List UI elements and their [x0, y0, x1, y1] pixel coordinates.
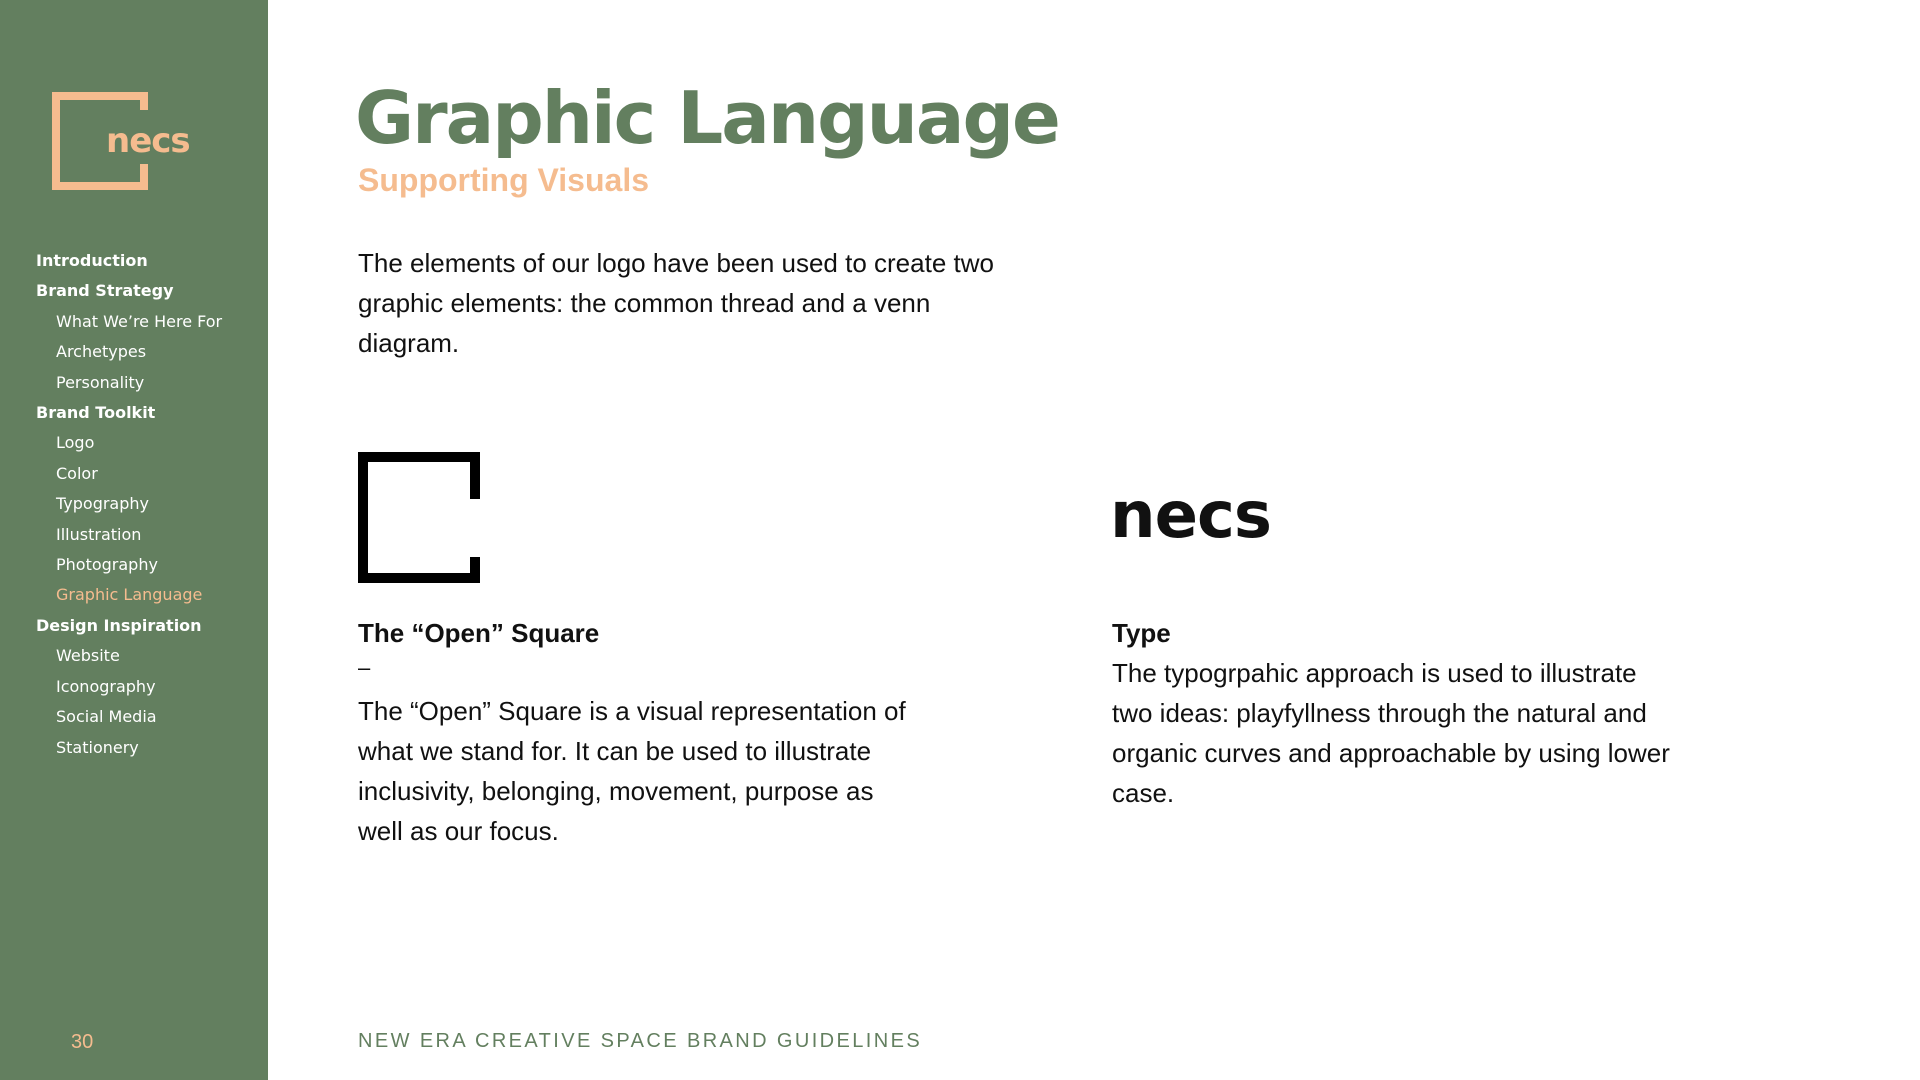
- page-number: 30: [71, 1031, 94, 1053]
- type-heading: Type: [1112, 618, 1171, 648]
- page-title: Graphic Language: [355, 76, 1059, 160]
- sidebar-item-brand-toolkit[interactable]: Brand Toolkit: [36, 403, 156, 423]
- brand-logo[interactable]: [50, 90, 190, 192]
- sidebar-item-graphic-language[interactable]: Graphic Language: [56, 585, 203, 605]
- sidebar-nav: [36, 246, 222, 763]
- sidebar-item-photography[interactable]: Photography: [56, 555, 158, 575]
- sidebar-item-personality[interactable]: Personality: [56, 372, 145, 392]
- sidebar-item-what-we-re-here-for[interactable]: What We’re Here For: [56, 311, 223, 331]
- sidebar-item-social-media[interactable]: Social Media: [56, 707, 157, 727]
- sidebar-item-illustration[interactable]: Illustration: [56, 524, 142, 544]
- footer-text: NEW ERA CREATIVE SPACE BRAND GUIDELINES: [358, 1030, 923, 1052]
- sidebar-item-brand-strategy[interactable]: Brand Strategy: [36, 281, 174, 301]
- sidebar-item-stationery[interactable]: Stationery: [56, 737, 139, 757]
- type-sample: necs: [1110, 479, 1271, 553]
- brand-logo-text: necs: [106, 121, 190, 161]
- open-square-heading: The “Open” Square: [358, 618, 600, 648]
- open-square-section: [358, 613, 918, 851]
- sidebar: [0, 0, 268, 1080]
- sidebar-item-typography[interactable]: Typography: [56, 494, 149, 514]
- sidebar-item-color[interactable]: Color: [56, 463, 98, 483]
- sidebar-item-logo[interactable]: Logo: [56, 433, 95, 453]
- sidebar-item-website[interactable]: Website: [56, 646, 120, 666]
- sidebar-item-design-inspiration[interactable]: Design Inspiration: [36, 615, 202, 635]
- type-description: The typogrpahic approach is used to illustrate two ideas: playfyllness through the natural and organic curves and approachable by using lower case.: [1112, 658, 1670, 808]
- open-square-description: The “Open” Square is a visual representation of what we stand for. It can be used to illustrate inclusivity, belonging, movement, purpose as well as our focus.: [358, 696, 906, 846]
- page-subtitle: Supporting Visuals: [358, 162, 649, 198]
- type-section: [1112, 613, 1672, 813]
- sidebar-item-introduction[interactable]: Introduction: [36, 251, 148, 270]
- open-square-graphic: [358, 452, 482, 589]
- sidebar-item-iconography[interactable]: Iconography: [56, 676, 156, 696]
- intro-paragraph: The elements of our logo have been used to create two graphic elements: the common thread and a venn diagram.: [358, 248, 994, 358]
- sidebar-item-archetypes[interactable]: Archetypes: [56, 342, 147, 362]
- main-content: [268, 0, 1920, 1080]
- open-square-dash: –: [358, 655, 371, 680]
